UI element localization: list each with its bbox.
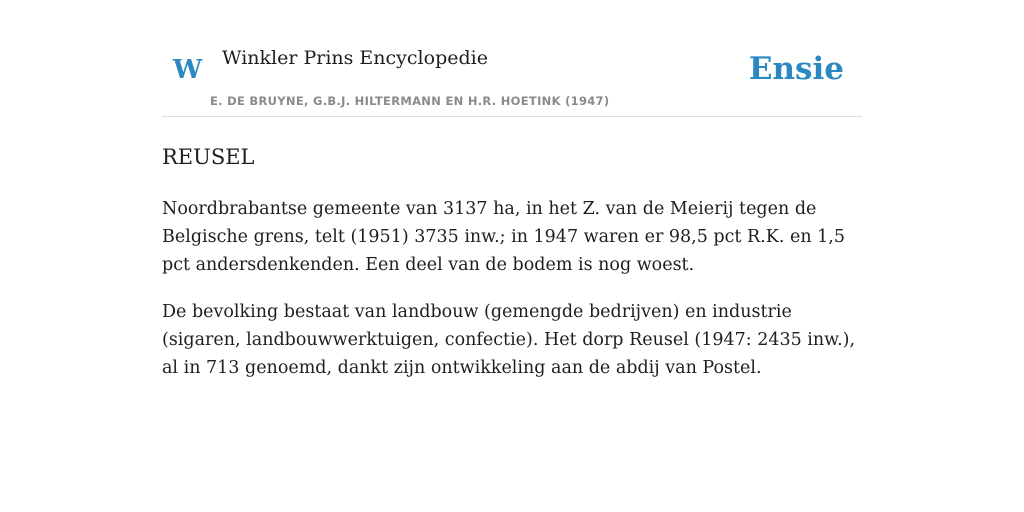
encyclopedia-header xyxy=(162,0,862,117)
article-paragraph: De bevolking bestaat van landbouw (gemengde bedrijven) en industrie (sigaren, landbouwwerktuigen, confectie). Het dorp Reusel (1947: 2435 inw.), al in 713 genoemd, dankt zijn ontwikkeling aan de abdij van Postel. xyxy=(162,302,856,378)
page xyxy=(162,0,862,512)
article-paragraph: Noordbrabantse gemeente van 3137 ha, in het Z. van de Meierij tegen de Belgische grens, telt (1951) 3735 inw.; in 1947 waren er 98,5 pct R.K. en 1,5 pct andersdenkenden. Een deel van de bodem is nog woest. xyxy=(162,199,845,275)
winkler-prins-logo[interactable]: W xyxy=(173,55,203,85)
ensie-logo-link[interactable]: Ensie xyxy=(748,51,844,87)
article xyxy=(162,143,862,382)
article-heading: REUSEL xyxy=(162,145,255,169)
encyclopedia-title[interactable]: Winkler Prins Encyclopedie xyxy=(222,47,488,69)
encyclopedia-authors: E. DE BRUYNE, G.B.J. HILTERMANN EN H.R. HOETINK (1947) xyxy=(210,94,610,108)
